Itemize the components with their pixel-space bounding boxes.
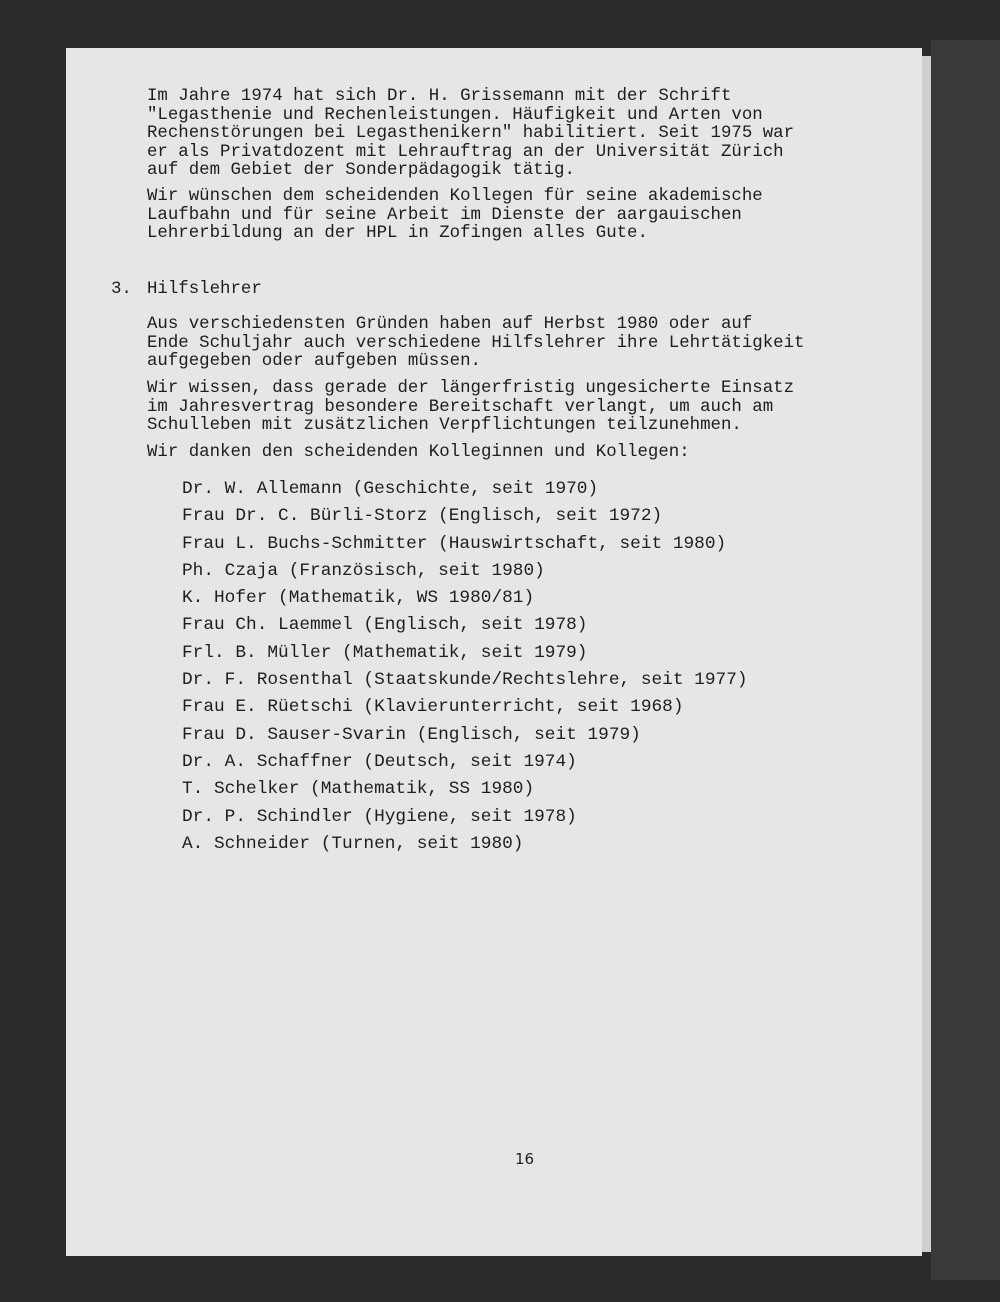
teacher-list: [182, 478, 748, 860]
list-item: Frau Dr. C. Bürli-Storz (Englisch, seit 1972): [182, 506, 663, 527]
list-item: Dr. W. Allemann (Geschichte, seit 1970): [182, 479, 599, 499]
list-item: T. Schelker (Mathematik, SS 1980): [182, 779, 535, 800]
section-paragraph-2: Wir wissen, dass gerade der längerfristig ungesicherte Einsatz im Jahresvertrag besondere Bereitschaft verlangt, um auch am Schulleben mit zusätzlichen Verpflichtungen teilzunehmen.: [147, 379, 795, 435]
section-title: Hilfslehrer: [147, 280, 262, 299]
list-item: K. Hofer (Mathematik, WS 1980/81): [182, 588, 535, 609]
list-item: Ph. Czaja (Französisch, seit 1980): [182, 560, 545, 581]
background-strip: [931, 40, 1000, 1280]
list-item: Dr. A. Schaffner (Deutsch, seit 1974): [182, 751, 577, 772]
list-item: Dr. F. Rosenthal (Staatskunde/Rechtslehre, seit 1977): [182, 670, 748, 691]
list-item: Frau L. Buchs-Schmitter (Hauswirtschaft, seit 1980): [182, 533, 727, 554]
page-number: 16: [515, 1150, 535, 1168]
list-item: Frau Ch. Laemmel (Englisch, seit 1978): [182, 615, 588, 636]
list-item: A. Schneider (Turnen, seit 1980): [182, 833, 524, 854]
page-edge: [922, 56, 931, 1252]
list-item: Dr. P. Schindler (Hygiene, seit 1978): [182, 806, 577, 827]
list-item: Frau D. Sauser-Svarin (Englisch, seit 1979): [182, 724, 641, 745]
section-paragraph-1: Aus verschiedensten Gründen haben auf Herbst 1980 oder auf Ende Schuljahr auch verschiedene Hilfslehrer ihre Lehrtätigkeit aufgegeben oder aufgeben müssen.: [147, 315, 805, 371]
list-item: Frau E. Rüetschi (Klavierunterricht, seit 1968): [182, 697, 684, 718]
intro-paragraph-1: Im Jahre 1974 hat sich Dr. H. Grissemann mit der Schrift "Legasthenie und Rechenleistungen. Häufigkeit und Arten von Rechenstörungen bei Legasthenikern" habilitiert. Seit 1975 war er als Privatdozent mit Lehrauftrag an der Universität Zürich auf dem Gebiet der Sonderpädagogik tätig.: [147, 87, 795, 180]
section-number: 3.: [111, 280, 132, 299]
section-paragraph-3: Wir danken den scheidenden Kolleginnen und Kollegen:: [147, 443, 690, 462]
list-item: Frl. B. Müller (Mathematik, seit 1979): [182, 642, 588, 663]
intro-paragraph-2: Wir wünschen dem scheidenden Kollegen für seine akademische Laufbahn und für seine Arbeit im Dienste der aargauischen Lehrerbildung an der HPL in Zofingen alles Gute.: [147, 187, 763, 243]
